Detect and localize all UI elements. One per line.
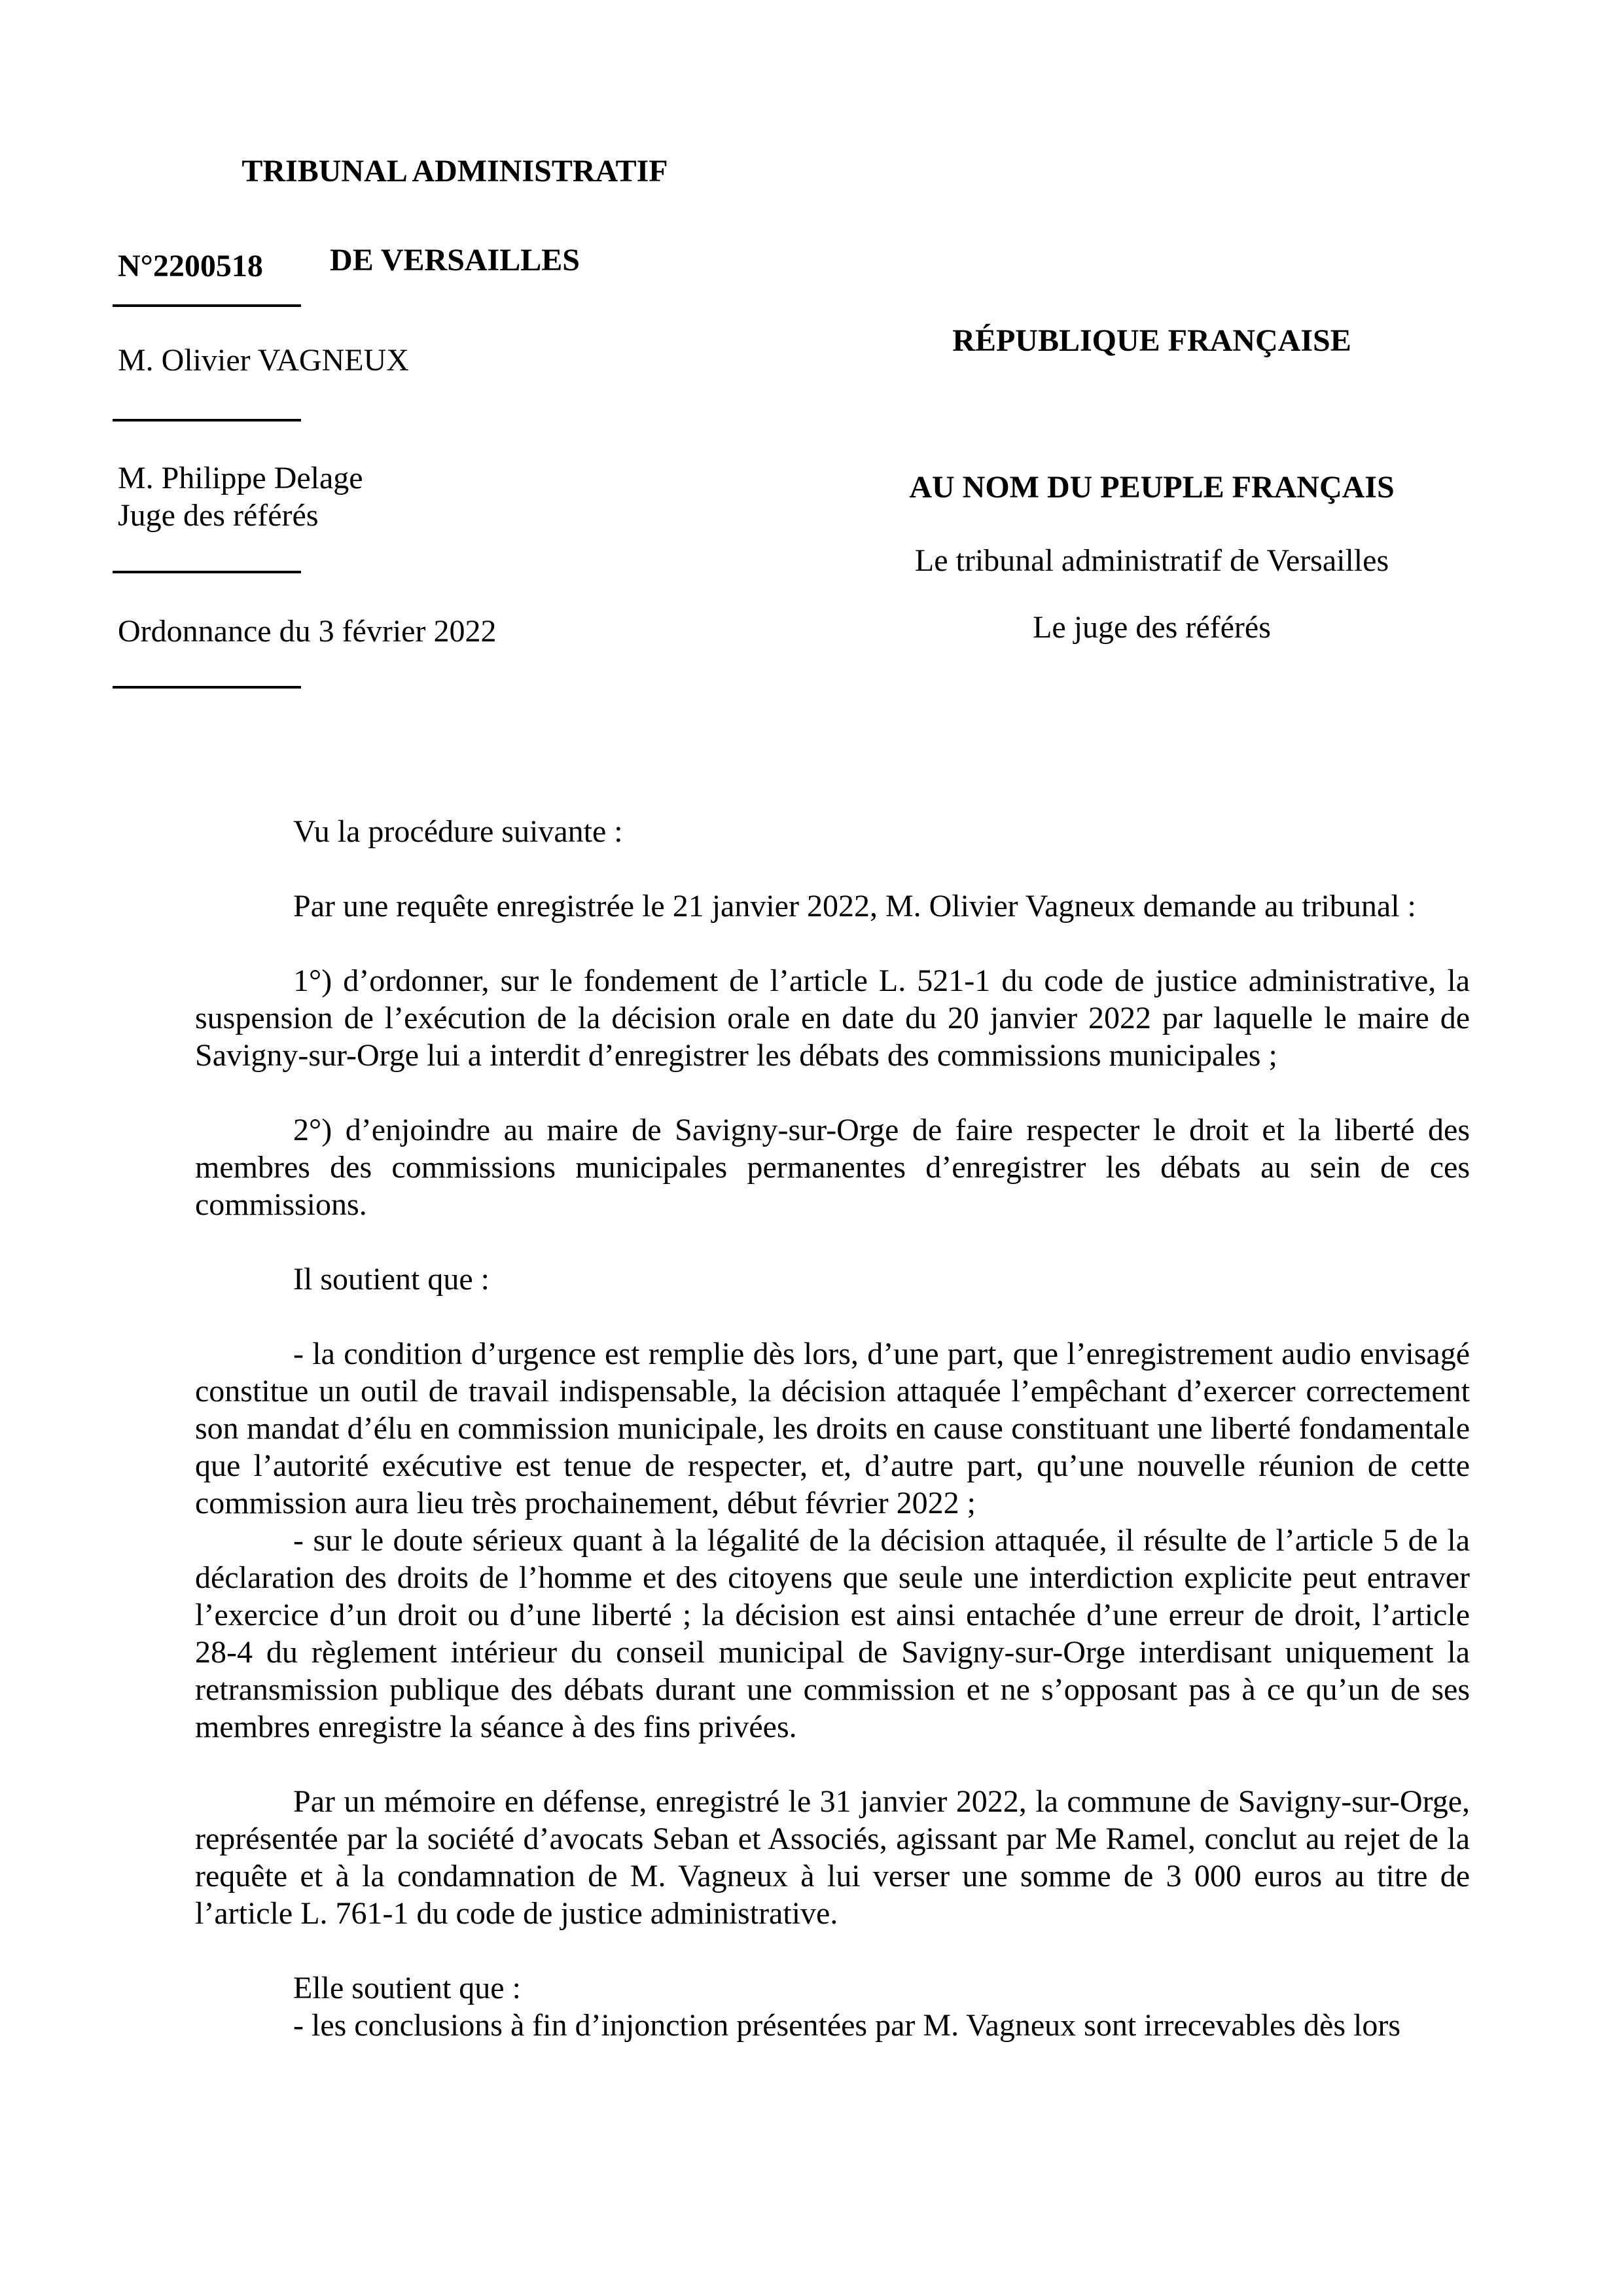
body-paragraph: Par un mémoire en défense, enregistré le 31 janvier 2022, la commune de Savigny-sur-Orge, représentée par la société d’avocats Seban et Associés, agissant par Me Ramel, conclut au rejet de la requête et à la condamnation de M. Vagneux à lui verser une somme de 3 000 euros au titre de l’article L. 761-1 du code de justice administrative. (195, 1784, 1470, 1931)
paragraph-block (195, 888, 1470, 925)
separator-rule (113, 571, 301, 573)
body-paragraph: - la condition d’urgence est remplie dès lors, d’une part, que l’enregistrement audio envisagé constitue un outil de travail indispensable, la décision attaquée l’empêchant d’exercer correctement son mandat d’élu en commission municipale, les droits en cause constituant une liberté fondamentale que l’autorité exécutive est tenue de respecter, et, d’autre part, qu’une nouvelle réunion de cette commission aura lieu très prochainement, début février 2022 ; (195, 1336, 1470, 1520)
paragraph-block (195, 813, 1470, 850)
paragraph-block (195, 962, 1470, 1074)
paragraph-block (195, 1969, 1470, 2044)
body-paragraph: Par une requête enregistrée le 21 janvier 2022, M. Olivier Vagneux demande au tribunal : (293, 889, 1416, 924)
case-number: N°2200518 (118, 249, 263, 283)
republic-heading: RÉPUBLIQUE FRANÇAISE (952, 323, 1351, 358)
court-title-line1: TRIBUNAL ADMINISTRATIF (241, 154, 668, 188)
order-date: Ordonnance du 3 février 2022 (118, 614, 497, 649)
judge-role: Juge des référés (118, 498, 319, 533)
body-paragraph: Vu la procédure suivante : (293, 814, 623, 849)
body-paragraph: Elle soutient que : (293, 1971, 521, 2005)
separator-rule (113, 686, 301, 689)
separator-rule (113, 304, 301, 307)
separator-rule (113, 419, 301, 422)
body-paragraph: - les conclusions à fin d’injonction présentées par M. Vagneux sont irrecevables dès lors (293, 2008, 1400, 2043)
paragraph-block (195, 1335, 1470, 1746)
judge-name: M. Philippe Delage (118, 461, 363, 495)
requester-name: M. Olivier VAGNEUX (118, 343, 409, 378)
document-body (195, 813, 1470, 2081)
body-paragraph: 1°) d’ordonner, sur le fondement de l’article L. 521-1 du code de justice administrative, la suspension de l’exécution de la décision orale en date du 20 janvier 2022 par laquelle le maire de Savigny-sur-Orge lui a interdit d’enregistrer les débats des commissions municipales ; (195, 963, 1470, 1073)
paragraph-block (195, 1783, 1470, 1932)
tribunal-line: Le tribunal administratif de Versailles (914, 543, 1389, 578)
body-paragraph: Il soutient que : (293, 1262, 490, 1297)
court-title-line2: DE VERSAILLES (330, 243, 580, 278)
body-paragraph: 2°) d’enjoindre au maire de Savigny-sur-Orge de faire respecter le droit et la liberté des membres des commissions municipales permanentes d’enregistrer les débats au sein de ces commissions. (195, 1113, 1470, 1222)
in-the-name-heading: AU NOM DU PEUPLE FRANÇAIS (909, 470, 1395, 505)
judge-line: Le juge des référés (1033, 610, 1271, 645)
paragraph-block (195, 1261, 1470, 1298)
paragraph-block (195, 1111, 1470, 1223)
body-paragraph: - sur le doute sérieux quant à la légalité de la décision attaquée, il résulte de l’article 5 de la déclaration des droits de l’homme et des citoyens que seule une interdiction explicite peut entraver l’exercice d’un droit ou d’une liberté ; la décision est ainsi entachée d’une erreur de droit, l’article 28-4 du règlement intérieur du conseil municipal de Savigny-sur-Orge interdisant uniquement la retransmission publique des débats durant une commission et ne s’opposant pas à ce qu’un de ses membres enregistre la séance à des fins privées. (195, 1523, 1470, 1744)
